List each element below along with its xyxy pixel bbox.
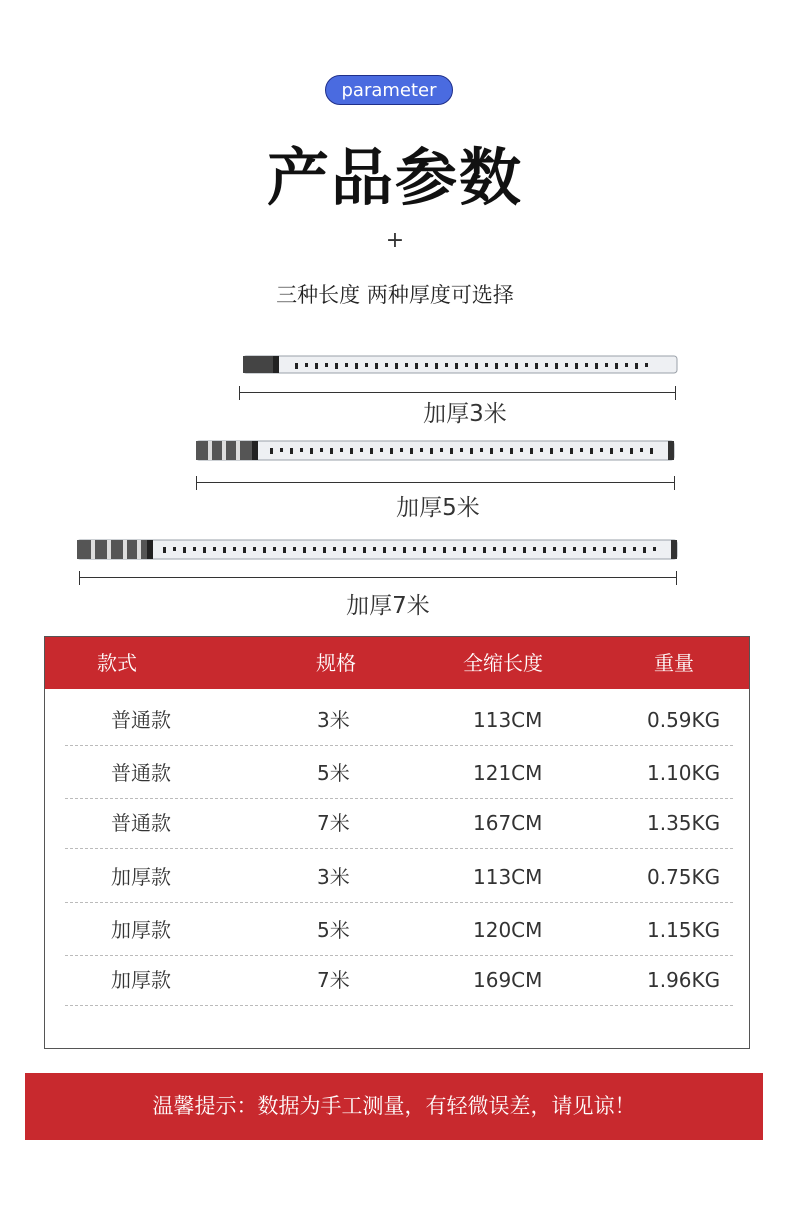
cell-style: 加厚款 <box>111 968 171 992</box>
cell-spec: 5米 <box>317 918 350 942</box>
table-row <box>65 955 733 1006</box>
header-spec: 规格 <box>316 651 356 675</box>
spec-table <box>44 636 750 1049</box>
cell-length: 120CM <box>473 918 543 942</box>
cell-style: 普通款 <box>111 761 171 785</box>
cell-spec: 7米 <box>317 811 350 835</box>
rod-3m-label: 加厚3米 <box>423 401 507 427</box>
rod-7m-image <box>77 536 681 564</box>
cell-weight: 1.10KG <box>647 761 721 785</box>
cell-weight: 0.75KG <box>647 865 721 889</box>
table-row <box>65 748 733 799</box>
cell-weight: 1.96KG <box>647 968 721 992</box>
cell-weight: 1.15KG <box>647 918 721 942</box>
cell-length: 167CM <box>473 811 543 835</box>
table-row <box>65 905 733 956</box>
cell-style: 加厚款 <box>111 865 171 889</box>
table-row <box>65 695 733 746</box>
rod-5m-dimension-line <box>196 476 675 490</box>
cell-style: 加厚款 <box>111 918 171 942</box>
table-row <box>65 852 733 903</box>
plus-icon: + <box>385 228 405 253</box>
cell-spec: 3米 <box>317 708 350 732</box>
notice-banner: 温馨提示：数据为手工测量，有轻微误差，请见谅！ <box>25 1073 763 1140</box>
cell-spec: 5米 <box>317 761 350 785</box>
cell-weight: 0.59KG <box>647 708 721 732</box>
cell-style: 普通款 <box>111 811 171 835</box>
header-retracted-length: 全缩长度 <box>463 651 543 675</box>
cell-weight: 1.35KG <box>647 811 721 835</box>
table-row <box>65 798 733 849</box>
cell-spec: 7米 <box>317 968 350 992</box>
table-header <box>45 637 749 689</box>
page-title: 产品参数 <box>266 141 523 214</box>
rod-5m-image <box>196 438 678 464</box>
cell-length: 169CM <box>473 968 543 992</box>
rod-5m-label: 加厚5米 <box>396 495 480 521</box>
header-weight: 重量 <box>654 651 694 675</box>
cell-length: 113CM <box>473 708 543 732</box>
parameter-badge: parameter <box>325 75 453 105</box>
cell-style: 普通款 <box>111 708 171 732</box>
rod-3m-image <box>243 354 679 376</box>
header-style: 款式 <box>97 651 137 675</box>
cell-length: 113CM <box>473 865 543 889</box>
rod-7m-label: 加厚7米 <box>346 593 430 619</box>
cell-spec: 3米 <box>317 865 350 889</box>
rod-7m-dimension-line <box>79 571 677 585</box>
subtitle: 三种长度 两种厚度可选择 <box>276 283 514 307</box>
cell-length: 121CM <box>473 761 543 785</box>
